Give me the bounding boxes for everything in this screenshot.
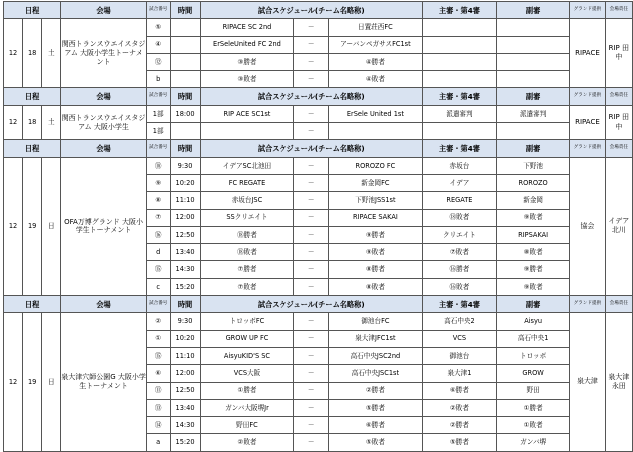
versus-separator: － (294, 192, 329, 209)
away-team: 下野池JSS1st (328, 192, 422, 209)
home-team: FC REGATE (200, 174, 294, 191)
match-time: 11:10 (170, 192, 200, 209)
away-team: 新金岡FC (328, 174, 422, 191)
match-number: ⑫ (146, 53, 170, 70)
versus-separator: － (294, 330, 329, 347)
date-day: 19 (23, 157, 42, 295)
versus-separator: － (294, 278, 329, 295)
match-number: ⑭ (146, 417, 170, 434)
venue-manager: RIP 田中 (605, 105, 632, 140)
home-team: イデアSC北池田 (200, 157, 294, 174)
header-manager: 会場責任 (605, 88, 632, 105)
assistant-referee (497, 71, 570, 88)
versus-separator: － (294, 382, 329, 399)
assistant-referee: ⑨敗者 (497, 278, 570, 295)
away-team: ⑤勝者 (328, 399, 422, 416)
header-schedule: 試合スケジュール(チーム名略称) (200, 296, 422, 313)
referee: ⑯勝者 (422, 261, 496, 278)
header-schedule: 試合スケジュール(チーム名略称) (200, 140, 422, 157)
referee: ⑦敗者 (422, 244, 496, 261)
referee: 派遣審判 (422, 105, 496, 122)
match-time: 9:30 (170, 313, 200, 330)
assistant-referee (497, 53, 570, 70)
versus-separator: － (294, 313, 329, 330)
venue-name: OFA万博グランド 大阪小学生トーナメント (61, 157, 147, 295)
header-schedule: 試合スケジュール(チーム名略称) (200, 88, 422, 105)
match-row (4, 19, 633, 36)
versus-separator: － (294, 105, 329, 122)
home-team: AisyuKID'S SC (200, 347, 294, 364)
home-team: VCS大阪 (200, 365, 294, 382)
home-team: ③勝者 (200, 53, 294, 70)
referee (422, 123, 496, 140)
match-number: ⑧ (146, 192, 170, 209)
away-team: 高石中央JSC2nd (328, 347, 422, 364)
match-number: ② (146, 313, 170, 330)
home-team: ErSeleUnited FC 2nd (200, 36, 294, 53)
date-weekday: 土 (42, 105, 61, 140)
match-number: ⑥ (146, 365, 170, 382)
date-month: 12 (4, 105, 23, 140)
referee: ⑤勝者 (422, 434, 496, 451)
header-match-no: 試合番号 (146, 140, 170, 157)
header-assistant: 副審 (497, 88, 570, 105)
match-number: ① (146, 330, 170, 347)
match-number: ⑦ (146, 209, 170, 226)
away-team: 高石中央JSC1st (328, 365, 422, 382)
header-time: 時間 (170, 88, 200, 105)
match-row (4, 157, 633, 174)
match-number: 1部 (146, 123, 170, 140)
away-team: ②勝者 (328, 382, 422, 399)
match-number: b (146, 71, 170, 88)
match-time: 12:50 (170, 226, 200, 243)
away-team (328, 123, 422, 140)
home-team: ⑦勝者 (200, 261, 294, 278)
header-referee: 主審・第4審 (422, 88, 496, 105)
referee: REGATE (422, 192, 496, 209)
match-time: 12:00 (170, 365, 200, 382)
away-team: ⑤敗者 (328, 434, 422, 451)
referee: ②敗者 (422, 399, 496, 416)
versus-separator: － (294, 244, 329, 261)
match-number: ⑬ (146, 399, 170, 416)
assistant-referee (497, 36, 570, 53)
date-day: 18 (23, 105, 42, 140)
header-time: 時間 (170, 296, 200, 313)
versus-separator: － (294, 36, 329, 53)
assistant-referee: ⑨勝者 (497, 261, 570, 278)
header-venue: 会場 (61, 296, 147, 313)
match-number: c (146, 278, 170, 295)
match-row (4, 105, 633, 122)
away-team: ⑨敗者 (328, 244, 422, 261)
versus-separator: － (294, 53, 329, 70)
match-time (170, 19, 200, 36)
versus-separator: － (294, 399, 329, 416)
match-number: ⑯ (146, 226, 170, 243)
home-team: ガンバ大阪堺Jr (200, 399, 294, 416)
match-number: ⑨ (146, 174, 170, 191)
home-team: ①勝者 (200, 382, 294, 399)
referee: ⑥勝者 (422, 382, 496, 399)
venue-name: 関西トランスウエイスタジアム 大阪小学生 (61, 105, 147, 140)
schedule-body (4, 2, 633, 452)
match-time: 12:00 (170, 209, 200, 226)
home-team: ③敗者 (200, 71, 294, 88)
assistant-referee: ①敗者 (497, 417, 570, 434)
referee (422, 71, 496, 88)
match-number: 1部 (146, 105, 170, 122)
assistant-referee: Aisyu (497, 313, 570, 330)
assistant-referee: 新金岡 (497, 192, 570, 209)
match-number: ⑮ (146, 261, 170, 278)
header-date: 日程 (4, 140, 61, 157)
header-assistant: 副審 (497, 140, 570, 157)
date-weekday: 日 (42, 157, 61, 295)
header-time: 時間 (170, 140, 200, 157)
ground-provider: 協会 (570, 157, 605, 295)
versus-separator: － (294, 226, 329, 243)
header-venue: 会場 (61, 140, 147, 157)
schedule-table (3, 1, 633, 452)
match-number: d (146, 244, 170, 261)
match-time: 13:40 (170, 399, 200, 416)
away-team: ⑥勝者 (328, 417, 422, 434)
home-team: RIP ACE SC1st (200, 105, 294, 122)
match-time: 10:20 (170, 330, 200, 347)
home-team: GROW UP FC (200, 330, 294, 347)
assistant-referee: ROROZO (497, 174, 570, 191)
assistant-referee: 野田 (497, 382, 570, 399)
match-time: 15:20 (170, 278, 200, 295)
date-month: 12 (4, 313, 23, 451)
versus-separator: － (294, 19, 329, 36)
referee: VCS (422, 330, 496, 347)
match-time: 12:50 (170, 382, 200, 399)
assistant-referee (497, 19, 570, 36)
assistant-referee: 下野池 (497, 157, 570, 174)
match-time: 14:30 (170, 417, 200, 434)
match-time: 14:30 (170, 261, 200, 278)
referee: ⑱敗者 (422, 209, 496, 226)
match-time: 10:20 (170, 174, 200, 191)
home-team: 赤坂台JSC (200, 192, 294, 209)
match-row (4, 313, 633, 330)
header-date: 日程 (4, 88, 61, 105)
match-number: ⑮ (146, 347, 170, 364)
venue-manager: RIP 田中 (605, 19, 632, 88)
header-referee: 主審・第4審 (422, 2, 496, 19)
assistant-referee: ⑧敗者 (497, 244, 570, 261)
header-referee: 主審・第4審 (422, 140, 496, 157)
assistant-referee: 派遣審判 (497, 105, 570, 122)
away-team: ROROZO FC (328, 157, 422, 174)
home-team: ⑱敗者 (200, 244, 294, 261)
header-date: 日程 (4, 296, 61, 313)
header-time: 時間 (170, 2, 200, 19)
away-team: ⑨勝者 (328, 226, 422, 243)
away-team: 日置荘西FC (328, 19, 422, 36)
versus-separator: － (294, 157, 329, 174)
versus-separator: － (294, 174, 329, 191)
versus-separator: － (294, 71, 329, 88)
header-schedule: 試合スケジュール(チーム名略称) (200, 2, 422, 19)
referee: 御池台 (422, 347, 496, 364)
header-assistant: 副審 (497, 296, 570, 313)
referee (422, 36, 496, 53)
match-time: 15:20 (170, 434, 200, 451)
home-team: トロッボFC (200, 313, 294, 330)
header-match-no: 試合番号 (146, 296, 170, 313)
match-time (170, 53, 200, 70)
versus-separator: － (294, 417, 329, 434)
away-team: RIPACE SAKAI (328, 209, 422, 226)
home-team: RIPACE SC 2nd (200, 19, 294, 36)
date-month: 12 (4, 19, 23, 88)
date-weekday: 土 (42, 19, 61, 88)
venue-name: 関西トランスウエイスタジアム 大阪小学生トーナメント (61, 19, 147, 88)
referee: クリエイト (422, 226, 496, 243)
away-team: ④敗者 (328, 71, 422, 88)
header-row (4, 2, 633, 19)
match-time: 18:00 (170, 105, 200, 122)
away-team: ErSele United 1st (328, 105, 422, 122)
match-number: ⑪ (146, 382, 170, 399)
away-team: 御池台FC (328, 313, 422, 330)
ground-provider: RIPACE (570, 105, 605, 140)
referee (422, 53, 496, 70)
assistant-referee: GROW (497, 365, 570, 382)
versus-separator: － (294, 209, 329, 226)
date-day: 19 (23, 313, 42, 451)
match-time (170, 36, 200, 53)
match-time: 13:40 (170, 244, 200, 261)
header-row (4, 296, 633, 313)
header-date: 日程 (4, 2, 61, 19)
home-team: SSクリエイト (200, 209, 294, 226)
header-row (4, 88, 633, 105)
away-team: ⑧敗者 (328, 278, 422, 295)
assistant-referee: ①勝者 (497, 399, 570, 416)
referee: 高石中央2 (422, 313, 496, 330)
header-assistant: 副審 (497, 2, 570, 19)
venue-manager: 泉大津 永田 (605, 313, 632, 451)
header-ground: グランド提供 (570, 2, 605, 19)
away-team: ④勝者 (328, 53, 422, 70)
away-team: ⑧勝者 (328, 261, 422, 278)
away-team: アーバンペガサスFC1st (328, 36, 422, 53)
home-team: ②敗者 (200, 434, 294, 451)
match-number: ⑱ (146, 157, 170, 174)
match-number: a (146, 434, 170, 451)
match-number: ④ (146, 36, 170, 53)
versus-separator: － (294, 123, 329, 140)
assistant-referee: RIPSAKAI (497, 226, 570, 243)
match-time (170, 71, 200, 88)
versus-separator: － (294, 347, 329, 364)
match-time (170, 123, 200, 140)
versus-separator: － (294, 434, 329, 451)
header-referee: 主審・第4審 (422, 296, 496, 313)
referee: 赤坂台 (422, 157, 496, 174)
home-team: 野田FC (200, 417, 294, 434)
date-month: 12 (4, 157, 23, 295)
home-team: ⑱勝者 (200, 226, 294, 243)
versus-separator: － (294, 365, 329, 382)
venue-manager: イデア 北川 (605, 157, 632, 295)
assistant-referee (497, 123, 570, 140)
assistant-referee: ガンバ堺 (497, 434, 570, 451)
referee: ②勝者 (422, 417, 496, 434)
home-team: ⑦敗者 (200, 278, 294, 295)
referee (422, 19, 496, 36)
match-time: 9:30 (170, 157, 200, 174)
match-time: 11:10 (170, 347, 200, 364)
header-manager: 会場責任 (605, 140, 632, 157)
header-ground: グランド提供 (570, 140, 605, 157)
date-weekday: 日 (42, 313, 61, 451)
assistant-referee: ⑨敗者 (497, 209, 570, 226)
assistant-referee: トロッボ (497, 347, 570, 364)
header-manager: 会場責任 (605, 2, 632, 19)
referee: 泉大津1 (422, 365, 496, 382)
header-ground: グランド提供 (570, 88, 605, 105)
assistant-referee: 高石中央1 (497, 330, 570, 347)
match-number: ⑤ (146, 19, 170, 36)
venue-name: 泉大津穴師公園G 大阪小学生トーナメント (61, 313, 147, 451)
away-team: 泉大津JFC1st (328, 330, 422, 347)
ground-provider: 泉大津 (570, 313, 605, 451)
header-venue: 会場 (61, 2, 147, 19)
ground-provider: RIPACE (570, 19, 605, 88)
referee: ⑯敗者 (422, 278, 496, 295)
header-match-no: 試合番号 (146, 88, 170, 105)
referee: イデア (422, 174, 496, 191)
date-day: 18 (23, 19, 42, 88)
home-team (200, 123, 294, 140)
header-match-no: 試合番号 (146, 2, 170, 19)
header-ground: グランド提供 (570, 296, 605, 313)
header-manager: 会場責任 (605, 296, 632, 313)
header-venue: 会場 (61, 88, 147, 105)
header-row (4, 140, 633, 157)
versus-separator: － (294, 261, 329, 278)
